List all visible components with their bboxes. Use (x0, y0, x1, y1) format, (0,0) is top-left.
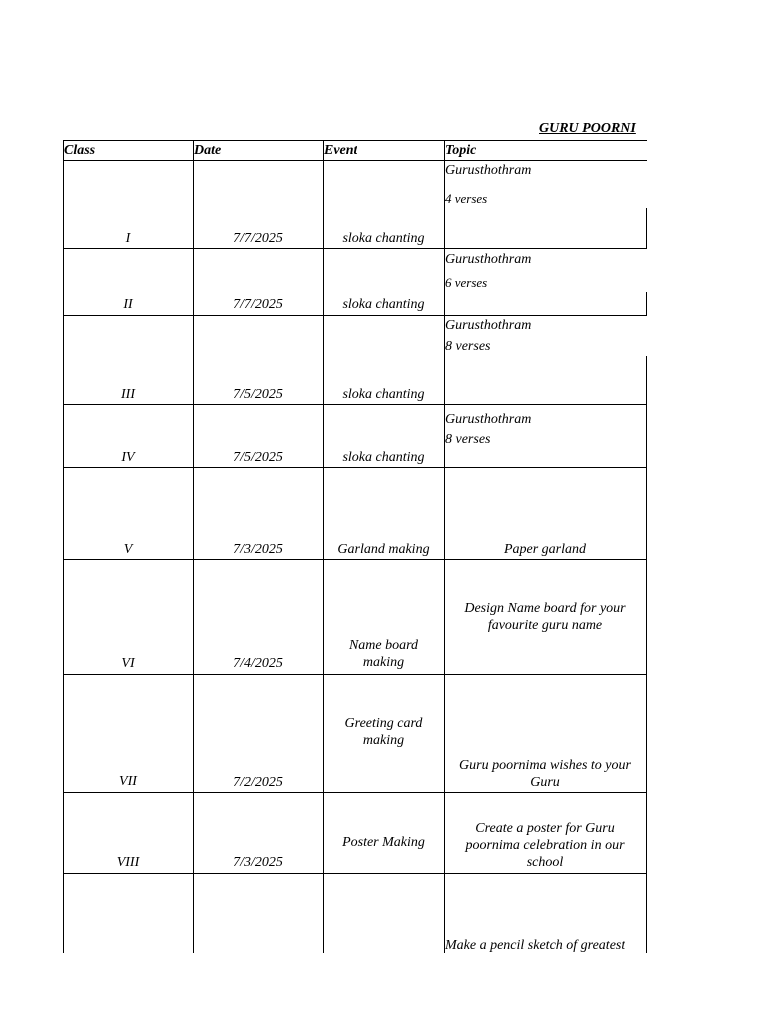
grid-line (63, 467, 647, 468)
event-cell: sloka chanting (342, 231, 425, 246)
class-cell: III (121, 387, 135, 402)
topic-cell-line2: 6 verses (445, 275, 488, 290)
class-cell: VII (119, 774, 137, 789)
event-cell: Poster Making (342, 835, 425, 850)
grid-line (63, 160, 647, 161)
topic-cell-line1: Gurusthothram (445, 412, 532, 427)
grid-line (63, 248, 647, 249)
topic-cell-line1: Gurusthothram (445, 252, 532, 267)
date-cell: 7/7/2025 (233, 231, 283, 246)
grid-line (63, 792, 647, 793)
date-cell: 7/3/2025 (233, 855, 283, 870)
grid-line (646, 356, 647, 404)
class-cell: II (123, 297, 133, 312)
class-cell: I (125, 231, 131, 246)
class-cell: VI (121, 656, 135, 671)
grid-line (646, 208, 647, 248)
header-date: Date (194, 143, 222, 158)
topic-cell: Paper garland (503, 542, 587, 557)
date-cell: 7/3/2025 (233, 542, 283, 557)
grid-line (63, 140, 647, 141)
header-topic: Topic (445, 143, 477, 158)
header-event: Event (324, 143, 358, 158)
class-cell: V (123, 542, 133, 557)
event-cell: Name board making (348, 638, 419, 670)
grid-line (646, 404, 647, 953)
sheet-title: GURU POORNI (539, 121, 636, 136)
grid-line (646, 292, 647, 315)
event-cell: Garland making (337, 542, 430, 557)
date-cell: 7/5/2025 (233, 450, 283, 465)
grid-line (63, 873, 647, 874)
event-cell: sloka chanting (342, 387, 425, 402)
date-cell: 7/4/2025 (233, 656, 283, 671)
topic-cell: Design Name board for your favourite guru name (464, 601, 626, 633)
class-cell: VIII (116, 855, 140, 870)
topic-cell: Create a poster for Guru poornima celebration in our school (465, 821, 625, 870)
grid-line (63, 315, 647, 316)
header-class: Class (64, 143, 96, 158)
topic-cell-line1: Gurusthothram (445, 163, 532, 178)
schedule-table (63, 140, 647, 953)
event-cell: sloka chanting (342, 297, 425, 312)
grid-line (63, 674, 647, 675)
class-cell: IV (121, 450, 135, 465)
topic-cell-line1: Gurusthothram (445, 318, 532, 333)
topic-cell-line2: 8 verses (445, 339, 491, 354)
topic-cell-line2: 8 verses (445, 432, 491, 447)
date-cell: 7/7/2025 (233, 297, 283, 312)
grid-line (63, 404, 647, 405)
date-cell: 7/2/2025 (233, 775, 283, 790)
topic-cell: Make a pencil sketch of greatest (445, 938, 626, 953)
event-cell: Greeting card making (344, 716, 423, 748)
topic-cell-line2: 4 verses (445, 191, 488, 206)
topic-cell: Guru poornima wishes to your Guru (459, 758, 631, 790)
date-cell: 7/5/2025 (233, 387, 283, 402)
event-cell: sloka chanting (342, 450, 425, 465)
grid-line (63, 559, 647, 560)
